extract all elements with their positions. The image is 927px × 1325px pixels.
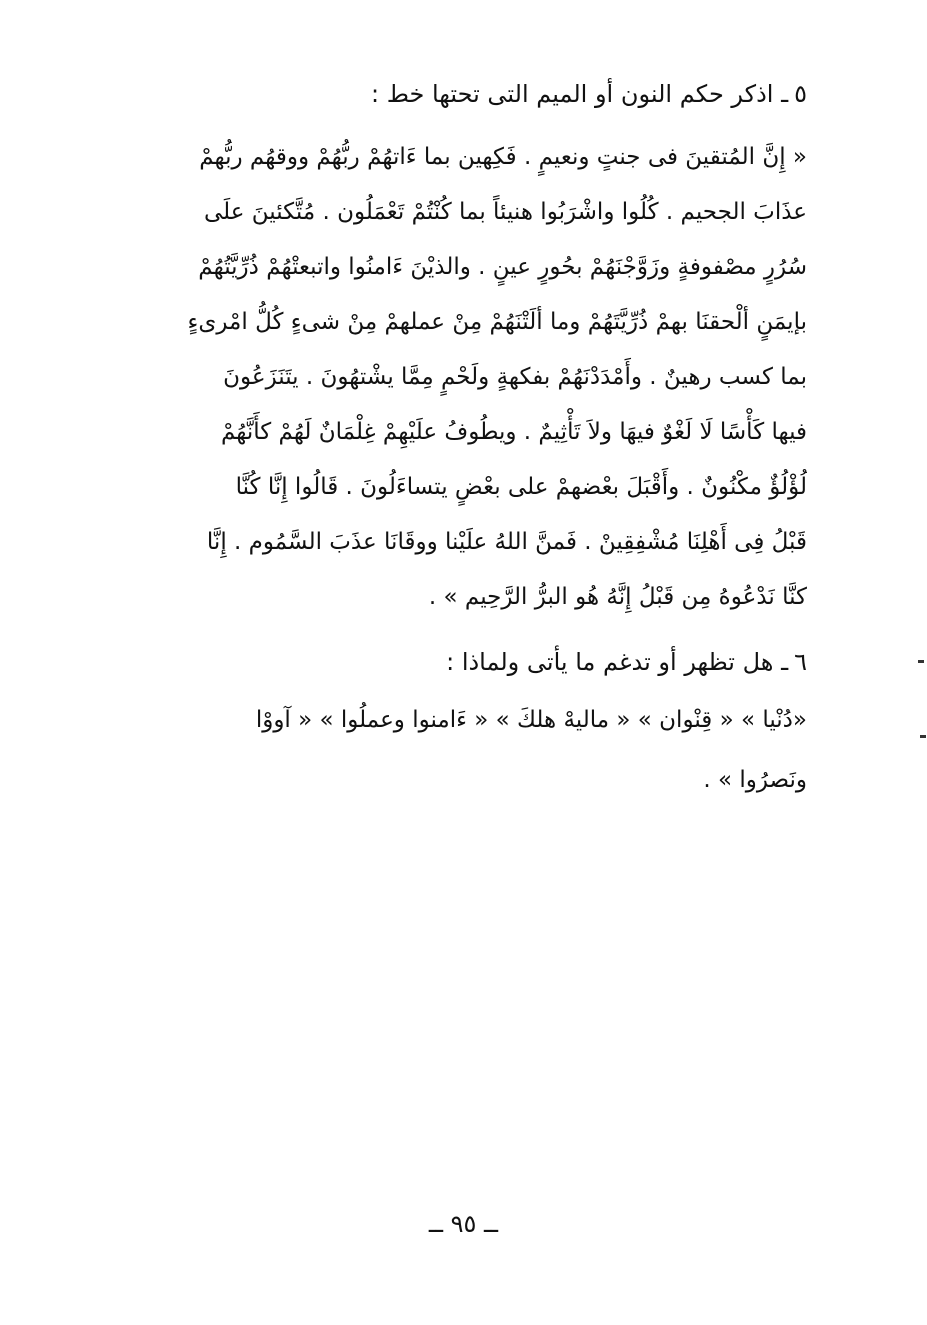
items-line: «دُنْيا » « قِنْوان » « ماليهْ هلكَ » « ءَامنوا وعملُوا » « آووْا [255, 707, 807, 733]
question-5-number: ٥ [794, 80, 807, 108]
question-5-heading [107, 80, 807, 109]
passage-line: كنَّا نَدْعُوهُ مِن قَبْلُ إِنَّهُ هُو البرُّ الرَّحِيم » . [428, 584, 807, 610]
passage-line: بما كسب رهينٌ . وأَمْدَدْنَهُمْ بفكهةٍ ولَحْمٍ مِمَّا يشْتهُونَ . يتَنَزَعُونَ [223, 364, 807, 390]
passage-line: قَبْلُ فِى أَهْلِنَا مُشْفِقِينْ . فَمنَّ اللهُ علَيْنا ووقَانَا عذَبَ السَّمُوم . إِنَّا [206, 529, 807, 555]
passage-line: عذَابَ الجحيم . كُلُوا واشْرَبُوا هنيئاً بما كُنْتُمْ تَعْمَلُون . مُتَّكئينَ علَى [203, 199, 807, 225]
question-6-heading [107, 648, 807, 677]
question-6-title: ـ هل تظهر أو تدغم ما يأتى ولماذا : [446, 648, 789, 676]
items-line: ونَصرُوا » . [703, 767, 807, 793]
scan-speck [920, 735, 926, 738]
question-6-number: ٦ [794, 648, 807, 676]
passage-line: لُؤْلُؤٌ مكْنُونٌ . وأَقْبَلَ بعْضهمْ على بعْضٍ يتساءَلُونَ . قَالُوا إِنَّا كُنَّا [235, 474, 807, 500]
scan-speck [918, 660, 924, 663]
page-number: ــ ٩٥ ــ [428, 1210, 499, 1238]
question-5-title: ـ اذكر حكم النون أو الميم التى تحتها خط : [371, 80, 789, 108]
passage-line: فيها كَأْسًا لَا لَغْوٌ فيهَا ولاَ تَأْثِيمٌ . ويطُوفُ علَيْهِمْ غِلْمَانٌ لَهُمْ كأَنَّهُمْ [220, 419, 807, 445]
question-5-passage [107, 130, 807, 625]
passage-line: « إِنَّ المُتقينَ فى جنتٍ ونعيمٍ . فَكِهين بما ءَاتهُمْ ربُّهُمْ ووقهُم ربُّهمْ [199, 144, 807, 170]
question-6-items [107, 690, 807, 810]
passage-line: بإيمَنٍ ألْحقنَا بهمْ ذُرِّيَّتَهُمْ وما ألَتْنَهُمْ مِنْ عملهمْ مِنْ شىءٍ كُلُّ امْرىءٍ [187, 309, 807, 335]
passage-line: سُرُرٍ مصْفوفةٍ وزَوَّجْنَهُمْ بحُورٍ عينٍ . والذيْنَ ءَامنُوا واتبعتْهُمْ ذُرِّيَّتُهُمْ [198, 254, 807, 280]
